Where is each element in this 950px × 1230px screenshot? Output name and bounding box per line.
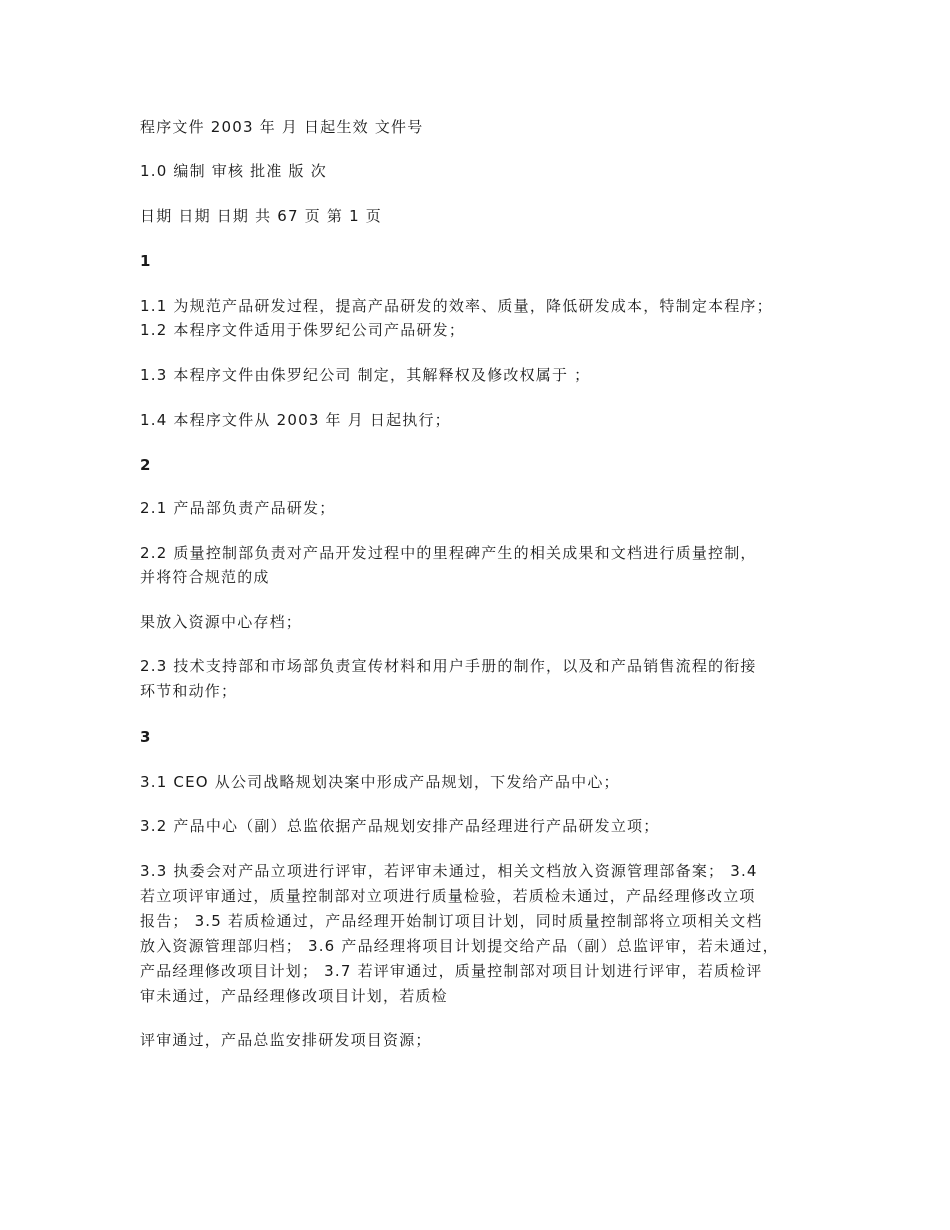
paragraph-2-1: 2.1 产品部负责产品研发； [140, 499, 336, 517]
paragraph-3-7-continued: 评审通过，产品总监安排研发项目资源； [140, 1031, 432, 1049]
paragraph-3-3-line-3: 报告； 3.5 若质检通过，产品经理开始制订项目计划，同时质量控制部将立项相关文档 [140, 912, 763, 930]
section-3-heading: 3 [140, 728, 152, 746]
paragraph-2-3-line-2: 环节和动作； [140, 682, 238, 700]
header-line-2: 1.0 编制 审核 批准 版 次 [140, 162, 327, 180]
paragraph-1-4: 1.4 本程序文件从 2003 年 月 日起执行； [140, 411, 451, 429]
paragraph-3-2: 3.2 产品中心（副）总监依据产品规划安排产品经理进行产品研发立项； [140, 817, 660, 835]
paragraph-2-3-line-1: 2.3 技术支持部和市场部负责宣传材料和用户手册的制作，以及和产品销售流程的衔接 [140, 657, 757, 675]
paragraph-3-3-line-5: 产品经理修改项目计划； 3.7 若评审通过，质量控制部对项目计划进行评审，若质检评 [140, 962, 763, 980]
paragraph-2-2-line-3: 果放入资源中心存档； [140, 613, 303, 631]
paragraph-3-3-line-2: 若立项评审通过，质量控制部对立项进行质量检验，若质检未通过，产品经理修改立项 [140, 887, 756, 905]
paragraph-3-3-line-4: 放入资源管理部归档； 3.6 产品经理将项目计划提交给产品（副）总监评审，若未通过， [140, 937, 779, 955]
header-line-1: 程序文件 2003 年 月 日起生效 文件号 [140, 118, 424, 136]
section-2-heading: 2 [140, 456, 152, 474]
paragraph-2-2-line-1: 2.2 质量控制部负责对产品开发过程中的里程碑产生的相关成果和文档进行质量控制， [140, 544, 757, 562]
paragraph-3-3-line-1: 3.3 执委会对产品立项进行评审，若评审未通过，相关文档放入资源管理部备案； 3.4 [140, 862, 758, 880]
section-1-heading: 1 [140, 252, 152, 270]
paragraph-1-1: 1.1 为规范产品研发过程，提高产品研发的效率、质量，降低研发成本，特制定本程序； [140, 297, 773, 315]
paragraph-1-2: 1.2 本程序文件适用于侏罗纪公司产品研发； [140, 321, 466, 339]
paragraph-1-3: 1.3 本程序文件由侏罗纪公司 制定，其解释权及修改权属于 ； [140, 366, 591, 384]
paragraph-2-2-line-2: 并将符合规范的成 [140, 568, 270, 586]
paragraph-3-3-line-6: 审未通过，产品经理修改项目计划，若质检 [140, 987, 448, 1005]
header-line-3: 日期 日期 日期 共 67 页 第 1 页 [140, 207, 382, 225]
paragraph-3-1: 3.1 CEO 从公司战略规划决案中形成产品规划，下发给产品中心； [140, 773, 620, 791]
